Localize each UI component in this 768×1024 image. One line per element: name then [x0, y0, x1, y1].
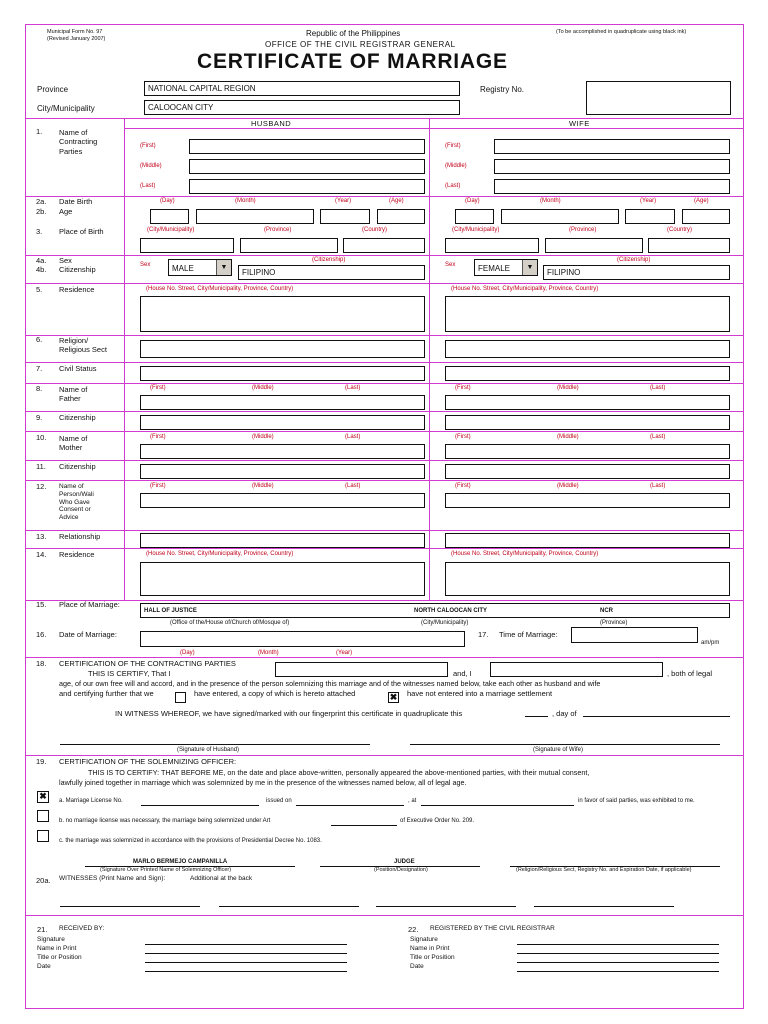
officer-position: JUDGE — [394, 859, 415, 865]
grid-line — [124, 118, 125, 600]
article-number-line[interactable] — [331, 825, 397, 826]
grid-line — [25, 383, 744, 384]
wife-year-hint: (Year) — [640, 198, 657, 204]
row-15-label: Place of Marriage: — [59, 600, 120, 609]
form-revised: (Revised January 2007) — [47, 36, 106, 42]
received-name-line[interactable] — [145, 953, 347, 954]
husband-consent-first-hint: (First) — [150, 483, 166, 489]
husband-father-name-field[interactable] — [140, 395, 425, 410]
wife-consent-middle-hint: (Middle) — [557, 483, 579, 489]
city-field[interactable] — [144, 100, 460, 115]
husband-birth-year-field[interactable] — [320, 209, 370, 224]
option-a-checkbox[interactable] — [37, 791, 49, 803]
row-10-label: Name of Mother — [59, 434, 88, 452]
option-a-issued-on: issued on — [266, 798, 292, 804]
row-14-label: Residence — [59, 550, 95, 559]
section-21-number: 21. — [37, 925, 48, 934]
wife-residence-hint: (House No. Street, City/Municipality, Province, Country) — [451, 286, 599, 292]
received-signature-line[interactable] — [145, 944, 347, 945]
husband-certify-name-field[interactable] — [275, 662, 448, 677]
wife-consent-residence-field[interactable] — [445, 562, 730, 596]
wife-mother-citizenship-field[interactable] — [445, 464, 730, 479]
wife-father-citizenship-field[interactable] — [445, 415, 730, 430]
husband-signature-hint: (Signature of Husband) — [177, 747, 240, 753]
option-a-text: a. Marriage License No. — [59, 798, 123, 804]
province-label: Province — [37, 85, 69, 94]
husband-father-citizenship-field[interactable] — [140, 415, 425, 430]
grid-line — [25, 283, 744, 284]
row-2b-number: 2b. — [36, 207, 47, 216]
option-b-text: b. no marriage license was necessary, the marriage being solemnized under Art — [59, 818, 271, 824]
grid-line — [429, 118, 430, 600]
husband-mother-citizenship-field[interactable] — [140, 464, 425, 479]
husband-month-hint: (Month) — [235, 198, 256, 204]
witness-2-line[interactable] — [219, 906, 359, 907]
husband-consent-name-field[interactable] — [140, 493, 425, 508]
grid-line — [25, 460, 744, 461]
wife-relationship-field[interactable] — [445, 533, 730, 548]
date-of-marriage-field[interactable] — [140, 631, 465, 647]
place-province-value: NCR — [600, 608, 613, 614]
row-12-label: Name of Person/Wali Who Gave Consent or Advice — [59, 483, 94, 522]
wife-father-middle-hint: (Middle) — [557, 385, 579, 391]
received-signature-label: Signature — [37, 936, 65, 943]
row-16-number: 16. — [36, 630, 47, 639]
grid-line — [25, 431, 744, 432]
wife-birth-province-field[interactable] — [545, 238, 643, 253]
row-2a-number: 2a. — [36, 197, 47, 206]
section-18-number: 18. — [36, 659, 47, 668]
section-19-title: CERTIFICATION OF THE SOLEMNIZING OFFICER: — [59, 757, 237, 766]
grid-line — [25, 480, 744, 481]
husband-age-field[interactable] — [377, 209, 425, 224]
row-1-label: Name of Contracting Parties — [59, 128, 98, 156]
husband-civil-status-field[interactable] — [140, 366, 425, 381]
husband-relationship-field[interactable] — [140, 533, 425, 548]
section-18-line3c: have not entered into a marriage settlement — [407, 689, 553, 698]
row-2b-label: Age — [59, 207, 73, 216]
section-22-number: 22. — [408, 925, 419, 934]
husband-middle-hint: (Middle) — [140, 163, 162, 169]
wife-citizenship-value: FILIPINO — [547, 268, 581, 277]
section-18-and-i: and, I — [453, 669, 472, 678]
solemnizing-officer-name: MARLO BERMEJO CAMPANILLA — [133, 859, 228, 865]
grid-line — [25, 600, 744, 601]
wife-sex-select[interactable] — [474, 259, 538, 276]
wife-country-hint: (Country) — [667, 227, 693, 233]
place-office-hint: (Office of the/House of/Church of/Mosque of) — [170, 620, 290, 626]
header-republic: Republic of the Philippines — [306, 29, 401, 38]
wife-religion-field[interactable] — [445, 340, 730, 358]
received-name-label: Name in Print — [37, 945, 77, 952]
wife-age-hint: (Age) — [694, 198, 709, 204]
section-18-witness: IN WITNESS WHEREOF, we have signed/marked with our fingerprint this certificate in quadruplicate this — [115, 709, 463, 718]
registry-field[interactable] — [586, 81, 731, 115]
row-7-label: Civil Status — [59, 364, 97, 373]
option-b-tail: of Executive Order No. 209. — [400, 818, 475, 824]
husband-sex-select[interactable] — [168, 259, 232, 276]
row-5-number: 5. — [36, 285, 43, 294]
husband-year-hint: (Year) — [335, 198, 352, 204]
row-3-label: Place of Birth — [59, 227, 104, 236]
grid-line — [25, 335, 744, 336]
wife-mother-name-field[interactable] — [445, 444, 730, 459]
husband-residence-field[interactable] — [140, 296, 425, 332]
section-19-line2: lawfully joined together in marriage which was solemnized by me in the presence of the witnesses named below, all of legal age. — [59, 778, 467, 787]
wife-citizenship-hint: (Citizenship) — [617, 257, 651, 263]
grid-line — [25, 196, 744, 197]
received-date-line[interactable] — [145, 971, 347, 972]
wife-mother-middle-hint: (Middle) — [557, 434, 579, 440]
wife-province-hint: (Province) — [569, 227, 597, 233]
wife-citizenship-field[interactable] — [543, 265, 730, 280]
row-4a-number: 4a. — [36, 256, 47, 265]
wife-certify-name-field[interactable] — [490, 662, 663, 677]
husband-middle-name-field[interactable] — [189, 159, 425, 174]
husband-citizenship-value: FILIPINO — [242, 268, 276, 277]
husband-province-hint: (Province) — [264, 227, 292, 233]
city-label: City/Municipality — [37, 104, 95, 113]
wife-mother-first-hint: (First) — [455, 434, 471, 440]
husband-consent-residence-hint: (House No. Street, City/Municipality, Province, Country) — [146, 551, 294, 557]
place-city-hint: (City/Municipality) — [421, 620, 469, 626]
husband-city-hint: (City/Municipality) — [147, 227, 195, 233]
husband-country-hint: (Country) — [362, 227, 388, 233]
wife-consent-name-field[interactable] — [445, 493, 730, 508]
row-1-number: 1. — [36, 127, 43, 136]
row-9-label: Citizenship — [59, 413, 96, 422]
husband-last-hint: (Last) — [140, 183, 156, 189]
section-18-line3a: and certifying further that we — [59, 689, 154, 698]
city-value: CALOOCAN CITY — [148, 103, 214, 112]
wife-birth-country-field[interactable] — [648, 238, 730, 253]
check-mark-icon: ✖ — [389, 692, 398, 702]
wife-signature-line[interactable] — [410, 744, 720, 745]
received-title-line[interactable] — [145, 962, 347, 963]
wife-birth-day-field[interactable] — [455, 209, 494, 224]
wife-birth-month-field[interactable] — [501, 209, 619, 224]
grid-line — [25, 755, 744, 756]
husband-citizenship-hint: (Citizenship) — [312, 257, 346, 263]
wife-civil-status-field[interactable] — [445, 366, 730, 381]
husband-last-name-field[interactable] — [189, 179, 425, 194]
row-11-label: Citizenship — [59, 462, 96, 471]
witness-month-line[interactable] — [583, 716, 730, 717]
license-issued-date-line[interactable] — [296, 805, 404, 806]
form-number: Municipal Form No. 97 — [47, 29, 103, 35]
license-number-line[interactable] — [141, 805, 259, 806]
husband-day-hint: (Day) — [160, 198, 175, 204]
section-20a-label: WITNESSES (Print Name and Sign): — [59, 875, 166, 882]
wife-birth-city-field[interactable] — [445, 238, 539, 253]
grid-line — [124, 128, 744, 129]
header-office: OFFICE OF THE CIVIL REGISTRAR GENERAL — [265, 40, 456, 49]
husband-consent-last-hint: (Last) — [345, 483, 361, 489]
province-value: NATIONAL CAPITAL REGION — [148, 84, 256, 93]
option-a-favor: in favor of said parties, was exhibited to me. — [578, 798, 695, 804]
registry-label: Registry No. — [480, 85, 525, 94]
wife-column-header: WIFE — [569, 119, 590, 128]
row-13-label: Relationship — [59, 532, 101, 541]
row-11-number: 11. — [36, 462, 46, 471]
row-3-number: 3. — [36, 227, 43, 236]
row-6-number: 6. — [36, 335, 43, 344]
option-a-at: , at — [408, 798, 417, 804]
wife-first-name-field[interactable] — [494, 139, 730, 154]
marriage-year-hint: (Year) — [336, 650, 353, 656]
row-8-label: Name of Father — [59, 385, 88, 403]
row-8-number: 8. — [36, 384, 43, 393]
grid-line — [25, 915, 744, 916]
section-18-line1: THIS IS CERTIFY, That I — [88, 669, 171, 678]
husband-birth-province-field[interactable] — [240, 238, 338, 253]
row-17-number: 17. — [478, 630, 489, 639]
husband-first-name-field[interactable] — [189, 139, 425, 154]
row-14-number: 14. — [36, 550, 47, 559]
husband-birth-day-field[interactable] — [150, 209, 189, 224]
wife-sex-hint: Sex — [445, 262, 456, 268]
registered-signature-label: Signature — [410, 936, 438, 943]
row-17-label: Time of Marriage: — [499, 630, 558, 639]
witness-4-line[interactable] — [534, 906, 674, 907]
marriage-day-hint: (Day) — [180, 650, 195, 656]
husband-birth-city-field[interactable] — [140, 238, 234, 253]
wife-consent-last-hint: (Last) — [650, 483, 666, 489]
settlement-entered-checkbox[interactable] — [175, 692, 186, 703]
chevron-down-icon: ▼ — [216, 260, 231, 275]
row-16-label: Date of Marriage: — [59, 630, 117, 639]
wife-middle-hint: (Middle) — [445, 163, 467, 169]
wife-signature-hint: (Signature of Wife) — [533, 747, 584, 753]
wife-consent-residence-hint: (House No. Street, City/Municipality, Province, Country) — [451, 551, 599, 557]
section-19-number: 19. — [36, 757, 47, 766]
officer-position-hint: (Position/Designation) — [374, 867, 428, 873]
row-4b-number: 4b. — [36, 265, 47, 274]
wife-consent-first-hint: (First) — [455, 483, 471, 489]
husband-age-hint: (Age) — [389, 198, 404, 204]
time-of-marriage-field[interactable] — [571, 627, 698, 643]
wife-city-hint: (City/Municipality) — [452, 227, 500, 233]
grid-line — [25, 118, 744, 119]
place-province-hint: (Province) — [600, 620, 628, 626]
row-4a-label: Sex — [59, 256, 72, 265]
grid-line — [25, 255, 744, 256]
wife-birth-year-field[interactable] — [625, 209, 675, 224]
officer-signature-hint: (Signature Over Printed Name of Solemnizing Officer) — [100, 867, 232, 873]
header-instruction: (To be accomplished in quadruplicate using black ink) — [556, 29, 687, 35]
section-21-label: RECEIVED BY: — [59, 925, 105, 932]
section-22-label: REGISTERED BY THE CIVIL REGISTRAR — [430, 925, 555, 932]
husband-father-last-hint: (Last) — [345, 385, 361, 391]
husband-religion-field[interactable] — [140, 340, 425, 358]
option-c-checkbox[interactable] — [37, 830, 49, 842]
row-6-label: Religion/ Religious Sect — [59, 336, 107, 354]
officer-religion-hint: (Religion/Religious Sect, Registry No. and Expiration Date, if applicable) — [516, 867, 692, 873]
witness-day-line[interactable] — [525, 716, 548, 717]
registered-title-line[interactable] — [517, 962, 719, 963]
place-city-value: NORTH CALOOCAN CITY — [414, 608, 487, 614]
wife-last-name-field[interactable] — [494, 179, 730, 194]
option-c-text: c. the marriage was solemnized in accordance with the provisions of Presidential Decree No. 1083. — [59, 838, 322, 844]
husband-signature-line[interactable] — [60, 744, 370, 745]
section-18-line3b: have entered, a copy of which is hereto attached — [194, 689, 356, 698]
section-18-day-of: , day of — [552, 709, 577, 718]
registered-name-label: Name in Print — [410, 945, 450, 952]
husband-father-middle-hint: (Middle) — [252, 385, 274, 391]
witness-1-line[interactable] — [60, 906, 200, 907]
wife-last-hint: (Last) — [445, 183, 461, 189]
husband-birth-country-field[interactable] — [343, 238, 425, 253]
wife-father-first-hint: (First) — [455, 385, 471, 391]
form-title: CERTIFICATE OF MARRIAGE — [197, 50, 508, 73]
row-5-label: Residence — [59, 285, 95, 294]
registered-signature-line[interactable] — [517, 944, 719, 945]
husband-mother-last-hint: (Last) — [345, 434, 361, 440]
section-20a-number: 20a. — [36, 876, 51, 885]
section-18-title: CERTIFICATION OF THE CONTRACTING PARTIES — [59, 659, 236, 668]
marriage-month-hint: (Month) — [258, 650, 279, 656]
settlement-not-entered-checkbox[interactable] — [388, 692, 399, 703]
registered-name-line[interactable] — [517, 953, 719, 954]
option-b-checkbox[interactable] — [37, 810, 49, 822]
received-date-label: Date — [37, 963, 51, 970]
wife-father-last-hint: (Last) — [650, 385, 666, 391]
wife-sex-value: FEMALE — [478, 264, 511, 273]
husband-father-first-hint: (First) — [150, 385, 166, 391]
place-of-marriage-field[interactable] — [140, 603, 730, 618]
chevron-down-icon: ▼ — [522, 260, 537, 275]
row-2a-label: Date Birth — [59, 197, 93, 206]
section-18-line2: age, of our own free will and accord, and in the presence of the person solemnizing this marriage and of the witnesses named below, take each other as husband and wife — [59, 679, 601, 688]
section-20a-additional: Additional at the back — [190, 875, 253, 882]
husband-birth-month-field[interactable] — [196, 209, 314, 224]
wife-first-hint: (First) — [445, 143, 461, 149]
husband-consent-middle-hint: (Middle) — [252, 483, 274, 489]
husband-mother-name-field[interactable] — [140, 444, 425, 459]
section-18-both: , both of legal — [667, 669, 713, 678]
wife-age-field[interactable] — [682, 209, 730, 224]
husband-mother-middle-hint: (Middle) — [252, 434, 274, 440]
husband-sex-value: MALE — [172, 264, 194, 273]
place-office-value: HALL OF JUSTICE — [144, 608, 197, 614]
wife-middle-name-field[interactable] — [494, 159, 730, 174]
grid-line — [25, 657, 744, 658]
grid-line — [25, 362, 744, 363]
wife-residence-field[interactable] — [445, 296, 730, 332]
province-field[interactable] — [144, 81, 460, 96]
row-7-number: 7. — [36, 364, 43, 373]
husband-citizenship-field[interactable] — [238, 265, 425, 280]
row-13-number: 13. — [36, 532, 47, 541]
row-10-number: 10. — [36, 433, 47, 442]
wife-month-hint: (Month) — [540, 198, 561, 204]
registered-date-label: Date — [410, 963, 424, 970]
husband-residence-hint: (House No. Street, City/Municipality, Province, Country) — [146, 286, 294, 292]
husband-mother-first-hint: (First) — [150, 434, 166, 440]
license-issued-place-line[interactable] — [421, 805, 574, 806]
row-4b-label: Citizenship — [59, 265, 96, 274]
row-9-number: 9. — [36, 413, 43, 422]
grid-line — [25, 530, 744, 531]
check-mark-icon: ✖ — [39, 791, 47, 801]
received-title-label: Title or Position — [37, 954, 82, 961]
wife-day-hint: (Day) — [465, 198, 480, 204]
husband-column-header: HUSBAND — [251, 119, 292, 128]
grid-line — [25, 548, 744, 549]
row-15-number: 15. — [36, 600, 47, 609]
wife-father-name-field[interactable] — [445, 395, 730, 410]
husband-first-hint: (First) — [140, 143, 156, 149]
section-19-line1: THIS IS TO CERTIFY: THAT BEFORE ME, on the date and place above-written, personally appeared the above-mentioned parties, with their mutual consent, — [88, 768, 590, 777]
husband-sex-hint: Sex — [140, 262, 151, 268]
registered-title-label: Title or Position — [410, 954, 455, 961]
registered-date-line[interactable] — [517, 971, 719, 972]
grid-line — [25, 411, 744, 412]
husband-consent-residence-field[interactable] — [140, 562, 425, 596]
row-12-number: 12. — [36, 482, 47, 491]
wife-mother-last-hint: (Last) — [650, 434, 666, 440]
ampm-label: am/pm — [701, 640, 720, 646]
witness-3-line[interactable] — [376, 906, 516, 907]
